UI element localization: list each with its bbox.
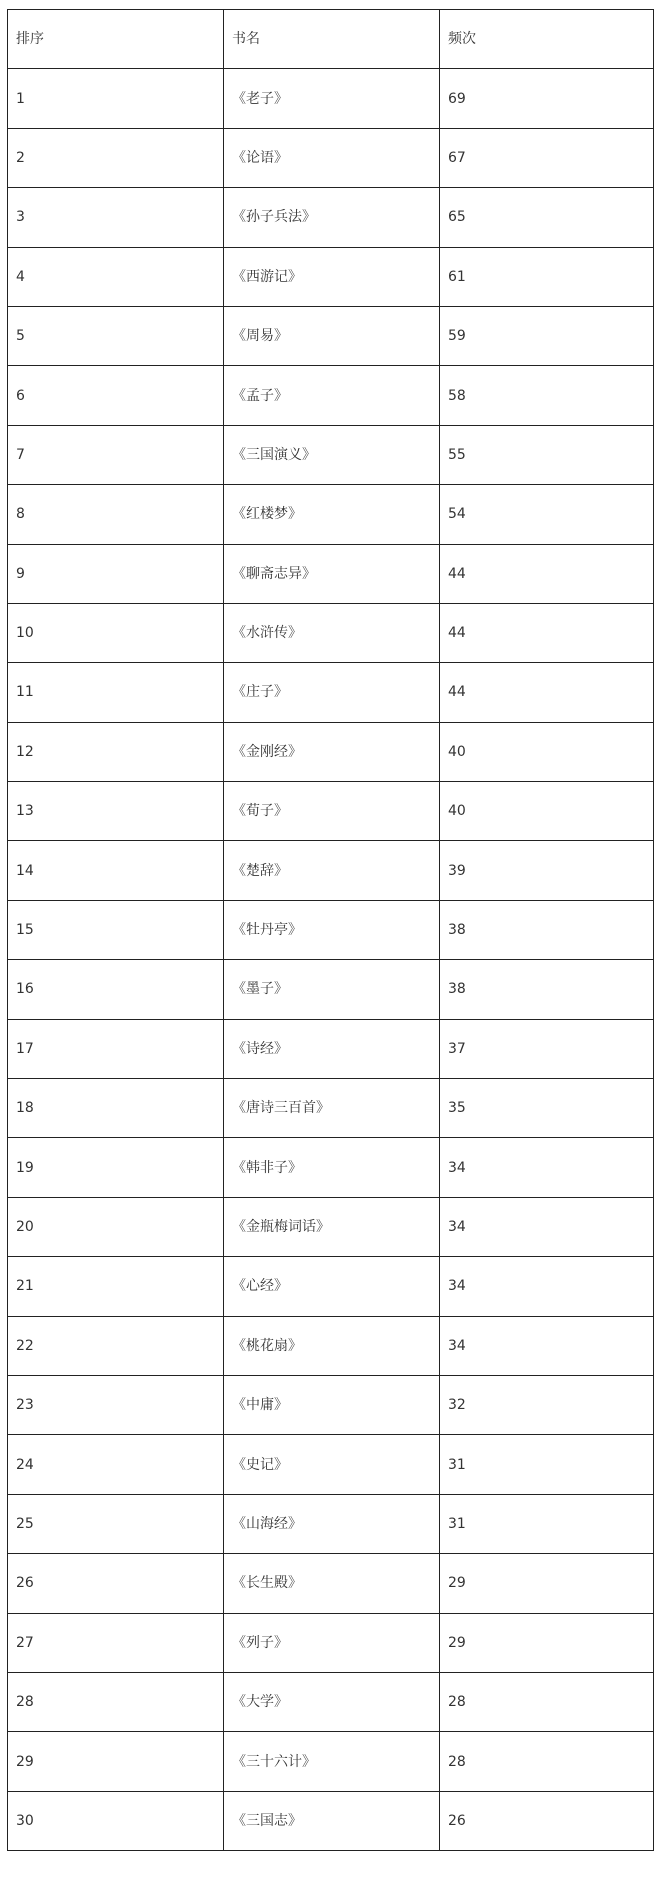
book-title-cell: 《老子》: [224, 69, 440, 128]
frequency-cell: 40: [440, 722, 654, 781]
frequency-cell: 35: [440, 1079, 654, 1138]
table-row: [8, 1138, 654, 1197]
table-row: [8, 1672, 654, 1731]
table-row: [8, 485, 654, 544]
book-title-cell: 《周易》: [224, 306, 440, 365]
rank-cell: 15: [8, 900, 224, 959]
book-title-cell: 《聊斋志异》: [224, 544, 440, 603]
table-row: [8, 1079, 654, 1138]
table-row: [8, 1316, 654, 1375]
book-title-cell: 《中庸》: [224, 1375, 440, 1434]
frequency-cell: 61: [440, 247, 654, 306]
book-title-cell: 《孙子兵法》: [224, 188, 440, 247]
frequency-cell: 38: [440, 960, 654, 1019]
table-row: [8, 841, 654, 900]
rank-cell: 16: [8, 960, 224, 1019]
table-row: [8, 1435, 654, 1494]
rank-cell: 24: [8, 1435, 224, 1494]
rank-cell: 7: [8, 425, 224, 484]
frequency-cell: 28: [440, 1672, 654, 1731]
rank-cell: 14: [8, 841, 224, 900]
header-row: [8, 10, 654, 69]
table-row: [8, 960, 654, 1019]
table-row: [8, 1375, 654, 1434]
table-row: [8, 128, 654, 187]
rank-cell: 13: [8, 782, 224, 841]
table-row: [8, 1494, 654, 1553]
rank-cell: 23: [8, 1375, 224, 1434]
rank-cell: 9: [8, 544, 224, 603]
rank-cell: 12: [8, 722, 224, 781]
table-row: [8, 603, 654, 662]
book-title-cell: 《金瓶梅词话》: [224, 1197, 440, 1256]
book-title-cell: 《桃花扇》: [224, 1316, 440, 1375]
rank-cell: 22: [8, 1316, 224, 1375]
book-title-cell: 《庄子》: [224, 663, 440, 722]
frequency-cell: 34: [440, 1197, 654, 1256]
frequency-cell: 58: [440, 366, 654, 425]
book-title-cell: 《墨子》: [224, 960, 440, 1019]
rank-cell: 26: [8, 1554, 224, 1613]
table-row: [8, 1613, 654, 1672]
rank-cell: 18: [8, 1079, 224, 1138]
rank-cell: 5: [8, 306, 224, 365]
book-title-cell: 《三国志》: [224, 1791, 440, 1850]
header-title: 书名: [224, 10, 440, 69]
rank-cell: 1: [8, 69, 224, 128]
rank-cell: 29: [8, 1732, 224, 1791]
book-title-cell: 《楚辞》: [224, 841, 440, 900]
rank-cell: 28: [8, 1672, 224, 1731]
book-title-cell: 《水浒传》: [224, 603, 440, 662]
frequency-cell: 44: [440, 603, 654, 662]
frequency-cell: 54: [440, 485, 654, 544]
frequency-cell: 40: [440, 782, 654, 841]
frequency-cell: 37: [440, 1019, 654, 1078]
table-row: [8, 1257, 654, 1316]
frequency-cell: 55: [440, 425, 654, 484]
frequency-cell: 38: [440, 900, 654, 959]
book-title-cell: 《牡丹亭》: [224, 900, 440, 959]
frequency-cell: 28: [440, 1732, 654, 1791]
book-frequency-table: [7, 9, 654, 1851]
frequency-cell: 67: [440, 128, 654, 187]
table-row: [8, 1791, 654, 1850]
frequency-cell: 34: [440, 1257, 654, 1316]
book-title-cell: 《列子》: [224, 1613, 440, 1672]
rank-cell: 30: [8, 1791, 224, 1850]
rank-cell: 2: [8, 128, 224, 187]
table-row: [8, 722, 654, 781]
header-rank: 排序: [8, 10, 224, 69]
frequency-cell: 44: [440, 663, 654, 722]
rank-cell: 20: [8, 1197, 224, 1256]
rank-cell: 11: [8, 663, 224, 722]
book-title-cell: 《长生殿》: [224, 1554, 440, 1613]
book-title-cell: 《西游记》: [224, 247, 440, 306]
rank-cell: 3: [8, 188, 224, 247]
frequency-cell: 39: [440, 841, 654, 900]
table-row: [8, 306, 654, 365]
book-title-cell: 《韩非子》: [224, 1138, 440, 1197]
table-row: [8, 366, 654, 425]
table-row: [8, 900, 654, 959]
frequency-cell: 31: [440, 1494, 654, 1553]
table-row: [8, 188, 654, 247]
frequency-cell: 59: [440, 306, 654, 365]
rank-cell: 19: [8, 1138, 224, 1197]
book-title-cell: 《荀子》: [224, 782, 440, 841]
book-title-cell: 《心经》: [224, 1257, 440, 1316]
book-title-cell: 《大学》: [224, 1672, 440, 1731]
book-title-cell: 《山海经》: [224, 1494, 440, 1553]
header-frequency: 频次: [440, 10, 654, 69]
table-row: [8, 247, 654, 306]
table-row: [8, 425, 654, 484]
book-title-cell: 《金刚经》: [224, 722, 440, 781]
book-title-cell: 《诗经》: [224, 1019, 440, 1078]
book-title-cell: 《史记》: [224, 1435, 440, 1494]
frequency-cell: 34: [440, 1316, 654, 1375]
table-row: [8, 544, 654, 603]
table-row: [8, 1554, 654, 1613]
frequency-cell: 34: [440, 1138, 654, 1197]
frequency-cell: 69: [440, 69, 654, 128]
rank-cell: 17: [8, 1019, 224, 1078]
table-row: [8, 69, 654, 128]
rank-cell: 21: [8, 1257, 224, 1316]
table-row: [8, 663, 654, 722]
book-title-cell: 《唐诗三百首》: [224, 1079, 440, 1138]
book-title-cell: 《孟子》: [224, 366, 440, 425]
rank-cell: 25: [8, 1494, 224, 1553]
book-title-cell: 《论语》: [224, 128, 440, 187]
table-header: [8, 10, 654, 69]
table-row: [8, 782, 654, 841]
frequency-cell: 31: [440, 1435, 654, 1494]
table-row: [8, 1732, 654, 1791]
table-row: [8, 1197, 654, 1256]
frequency-cell: 32: [440, 1375, 654, 1434]
book-title-cell: 《三国演义》: [224, 425, 440, 484]
book-title-cell: 《三十六计》: [224, 1732, 440, 1791]
frequency-cell: 26: [440, 1791, 654, 1850]
table-body: [8, 69, 654, 1851]
table-row: [8, 1019, 654, 1078]
frequency-cell: 29: [440, 1554, 654, 1613]
frequency-cell: 29: [440, 1613, 654, 1672]
rank-cell: 27: [8, 1613, 224, 1672]
frequency-cell: 65: [440, 188, 654, 247]
rank-cell: 10: [8, 603, 224, 662]
rank-cell: 8: [8, 485, 224, 544]
book-title-cell: 《红楼梦》: [224, 485, 440, 544]
rank-cell: 4: [8, 247, 224, 306]
rank-cell: 6: [8, 366, 224, 425]
frequency-cell: 44: [440, 544, 654, 603]
